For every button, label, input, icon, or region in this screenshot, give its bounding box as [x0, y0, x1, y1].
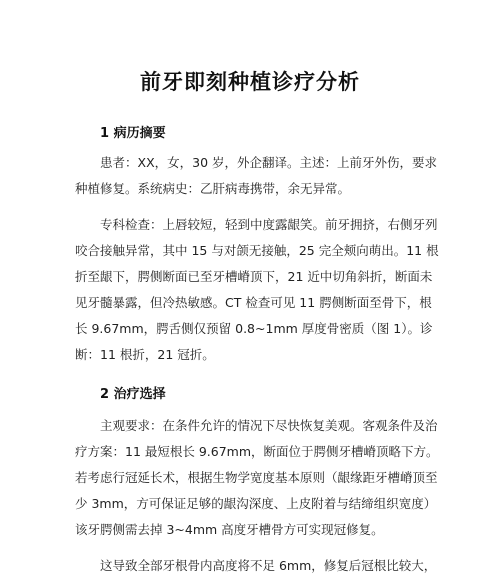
text-line: 见牙髓暴露，但冷热敏感。CT 检查可见 11 腭侧断面至骨下，根 [75, 295, 432, 310]
document-title: 前牙即刻种植诊疗分析 [140, 70, 360, 94]
text-line: 疗方案：11 最短根长 9.67mm，断面位于腭侧牙槽嵴顶略下方。 [75, 444, 439, 459]
section-heading-treatment: 2 治疗选择 [100, 387, 166, 402]
paragraph-treatment-plan [75, 413, 439, 543]
text-line: 少 3mm，方可保证足够的龈沟深度、上皮附着与结缔组织宽度） [75, 496, 437, 511]
text-line: 该牙腭侧需去掉 3~4mm 高度牙槽骨方可实现冠修复。 [75, 522, 384, 537]
text-line: 若考虑行冠延长术，根据生物学宽度基本原则（龈缘距牙槽嵴顶至 [75, 470, 438, 485]
section-heading-history: 1 病历摘要 [100, 126, 166, 141]
paragraph-exam [75, 212, 439, 368]
text-line: 这导致全部牙根骨内高度将不足 6mm，修复后冠根比较大， [100, 558, 437, 573]
text-line: 断：11 根折，21 冠折。 [75, 347, 215, 362]
text-line: 患者：XX，女，30 岁，外企翻译。主述：上前牙外伤，要求 [100, 155, 438, 170]
text-line: 咬合接触异常，其中 15 与对颌无接触，25 完全颊向萌出。11 根 [75, 243, 439, 258]
text-line: 主观要求：在条件允许的情况下尽快恢复美观。客观条件及治 [100, 418, 438, 433]
paragraph-continuation [75, 553, 437, 579]
text-line: 折至龈下，腭侧断面已至牙槽嵴顶下，21 近中切角斜折，断面未 [75, 269, 433, 284]
paragraph-patient-info [75, 150, 438, 202]
text-line: 长 9.67mm，腭舌侧仅预留 0.8~1mm 厚度骨密质（图 1）。诊 [75, 321, 433, 336]
text-line: 种植修复。系统病史：乙肝病毒携带，余无异常。 [75, 181, 351, 196]
text-line: 专科检查：上唇较短，轻到中度露龈笑。前牙拥挤，右侧牙列 [100, 217, 438, 232]
